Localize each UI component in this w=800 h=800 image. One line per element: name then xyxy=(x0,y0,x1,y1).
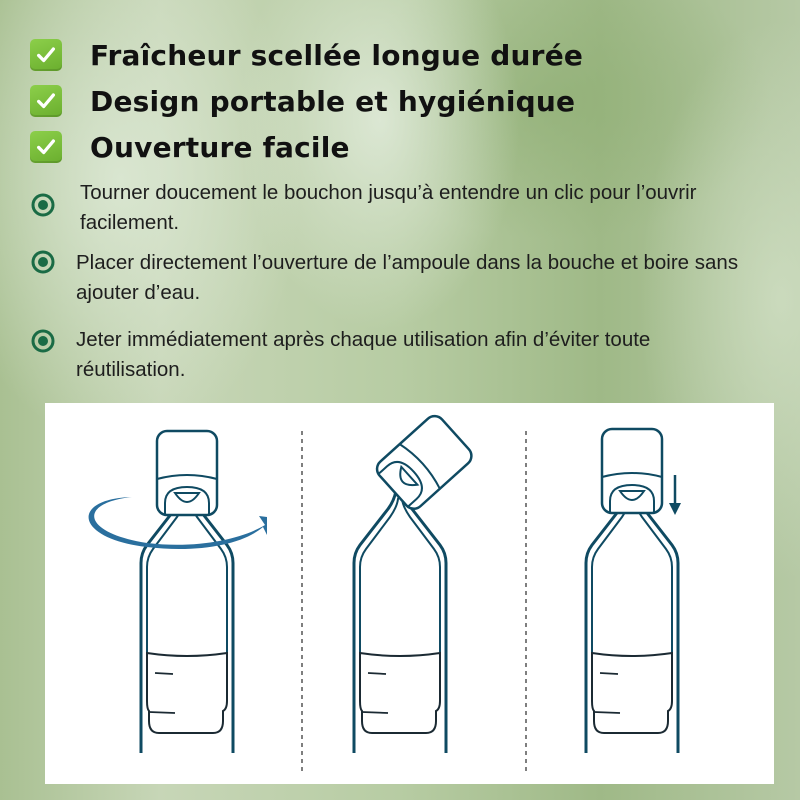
radio-bullet-icon xyxy=(30,192,56,218)
check-mark-button-icon xyxy=(30,85,62,117)
vial-cap-icon xyxy=(373,412,476,513)
instruction-illustration xyxy=(45,403,774,784)
vial-cap-icon xyxy=(602,429,662,513)
step-item xyxy=(30,325,756,385)
radio-bullet-icon xyxy=(30,328,56,354)
headline-item xyxy=(30,78,583,124)
radio-bullet-icon xyxy=(30,249,56,275)
panel-cap-removed xyxy=(354,412,476,753)
feature-headlines xyxy=(30,32,583,170)
headline-item xyxy=(30,124,583,170)
down-arrow-icon xyxy=(669,475,681,515)
vial-cap-icon xyxy=(157,431,217,515)
headline-item xyxy=(30,32,583,78)
step-text: Tourner doucement le bouchon jusqu’à entendre un clic pour l’ouvrir facilement. xyxy=(80,181,697,234)
check-mark-button-icon xyxy=(30,131,62,163)
headline-text: Design portable et hygiénique xyxy=(90,84,576,118)
step-text: Placer directement l’ouverture de l’ampoule dans la bouche et boire sans ajouter d’eau. xyxy=(76,251,739,304)
panel-cap-stored xyxy=(586,429,681,753)
headline-text: Ouverture facile xyxy=(90,130,350,164)
panel-twist-cap xyxy=(89,431,267,753)
check-mark-button-icon xyxy=(30,39,62,71)
step-item xyxy=(30,178,760,238)
step-item xyxy=(30,248,756,308)
step-text: Jeter immédiatement après chaque utilisation afin d’éviter toute réutilisation. xyxy=(76,328,651,381)
headline-text: Fraîcheur scellée longue durée xyxy=(90,38,584,72)
